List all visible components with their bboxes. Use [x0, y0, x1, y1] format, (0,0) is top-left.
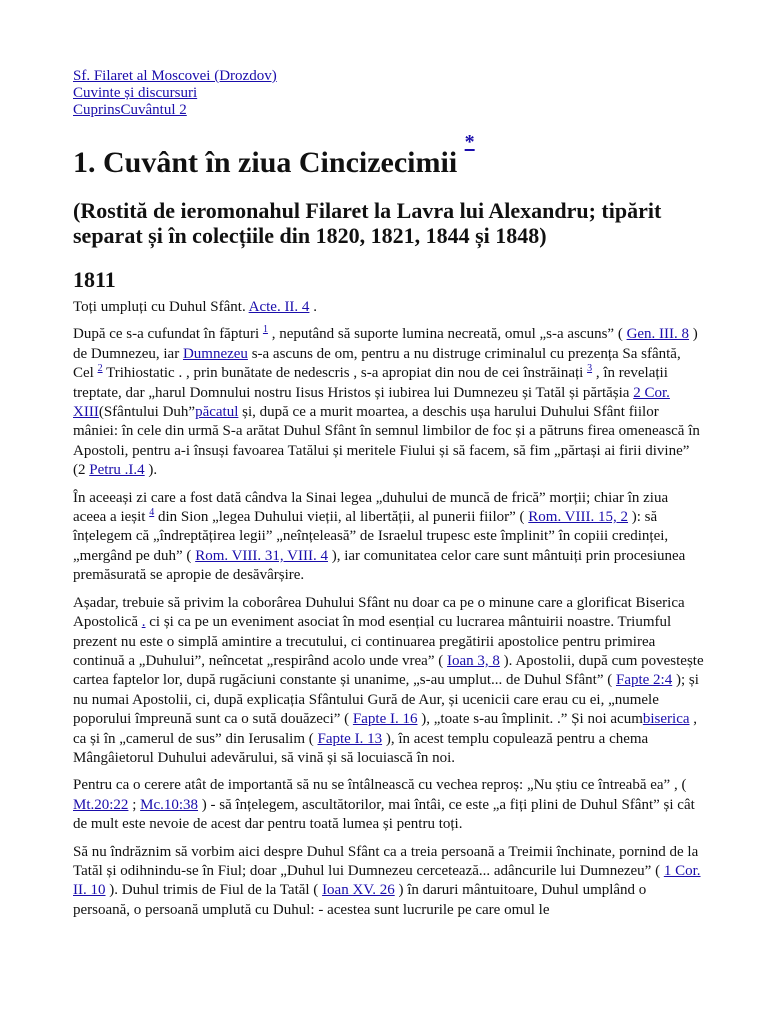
breadcrumb	[73, 68, 704, 119]
breadcrumb-author-link[interactable]: Sf. Filaret al Moscovei (Drozdov)	[73, 68, 277, 84]
scripture-link[interactable]: Mc.10:38	[140, 796, 199, 813]
scripture-link[interactable]: 1 Cor. II. 10	[73, 862, 701, 899]
footnote-link[interactable]: 4	[149, 507, 155, 519]
term-link[interactable]: Dumnezeu	[182, 345, 248, 362]
text-run: ) în daruri mântuitoare, Duhul umplând o persoană, o persoană umplută cu Duhul: - acestea sunt lucrurile pe care omul le	[73, 882, 647, 918]
term-link[interactable]: .	[141, 614, 146, 631]
text-run: din Sion „legea Duhului vieții, al libertății, al punerii fiilor” (	[154, 509, 529, 526]
scripture-link[interactable]: Ioan 3, 8	[447, 652, 500, 669]
text-run: ); și nu numai Apostolii, ci, după explicația Sfântului Gură de Aur, și ucenicii care erau cu ei, „numele poporului împreună sunt ca o sută douăzeci” (	[73, 672, 699, 728]
text-run: ): să înțelegem că „îndreptățirea legii” „neînțeleasă” de Israelul trupesc este împlinit” în copiii credinței, „mergând pe duh” (	[73, 509, 669, 564]
text-run: Trihiostatic . , prin bunătate de nedescris , s-a apropiat din nou de cei înstrăinați	[102, 365, 588, 382]
page-subtitle: (Rostită de ieromonahul Filaret la Lavra lui Alexandru; tipărit separat și în colecțiile din 1820, 1821, 1844 și 1848)	[73, 198, 662, 248]
text-run: , neputând să suporte lumina necreată, omul „s-a ascuns” (	[267, 326, 627, 343]
text-run: ;	[128, 796, 141, 813]
text-run: ci și ca pe un eveniment asociat în mod esențial cu lucrarea mântuirii noastre. Triumful prezent nu este o simplă amintire a trecutului, ci continuarea pregătirii apostolice pentru primirea continuă a „Duhului”, neîncetat „respirând acolo unde vrea” (	[73, 614, 672, 669]
paragraph-2	[73, 325, 704, 480]
text-run: Pentru ca o cerere atât de importantă să nu se întâlnească cu vechea reproș: „Nu știu ce întreabă ea” , (	[73, 777, 687, 794]
text-run: ) de Dumnezeu, iar	[73, 326, 698, 362]
paragraph-1	[73, 298, 704, 317]
text-run: , ca și în „camerul de sus” din Ierusalim (	[73, 711, 698, 747]
breadcrumb-book-link[interactable]: Cuvinte și discursuri	[73, 85, 198, 101]
paragraph-4	[73, 594, 704, 769]
scripture-link[interactable]: Gen. III. 8	[626, 326, 690, 343]
scripture-link[interactable]: Fapte 2:4	[615, 672, 673, 689]
scripture-link[interactable]: Fapte I. 13	[317, 730, 383, 747]
text-run: ) - să înțelegem, ascultătorilor, mai întâi, ce este „a fiți plini de Duhul Sfânt” și cât de mult este nevoie de acest dar pentru toată lumea și pentru toți.	[73, 796, 695, 833]
text-run: , în revelații treptate, dar „harul Domnului nostru Iisus Hristos și iubirea lui Dumnezeu și Tatăl și părtășia	[73, 365, 668, 401]
paragraph-5	[73, 776, 704, 834]
scripture-link[interactable]: Rom. VIII. 15, 2	[528, 509, 629, 526]
page-title	[73, 131, 704, 180]
text-run: ), „toate s-au împlinit. .” Și noi acum	[417, 711, 643, 728]
text-run: ).	[144, 462, 158, 479]
scripture-link[interactable]: Fapte I. 16	[352, 711, 418, 728]
scripture-link[interactable]: Mt.20:22	[73, 796, 129, 813]
text-run: ), iar comunitatea celor care sunt mântuiți prin procesiunea premăsurată se apropie de desăvârșire.	[73, 547, 686, 584]
text-run: ). Duhul trimis de Fiul de la Tatăl (	[105, 882, 323, 899]
page-title-text: 1. Cuvânt în ziua Cincizecimii	[73, 146, 458, 179]
text-run: După ce s-a cufundat în făpturi	[73, 326, 263, 343]
text-run: Așadar, trebuie să privim la coborârea Duhului Sfânt nu doar ca pe o minune care a glorificat Biserica Apostolică	[73, 594, 685, 631]
text-run: În aceeași zi care a fost dată cândva la Sinai legea „duhului de muncă de frică” morții; chiar în ziua aceea a ieșit	[73, 489, 669, 526]
scripture-link[interactable]: 2 Cor. XIII	[73, 384, 670, 421]
term-link[interactable]: păcatul	[195, 404, 239, 421]
breadcrumb-path-link[interactable]: CuprinsCuvântul 2	[73, 102, 187, 118]
scripture-link[interactable]: Acte. II. 4	[248, 299, 310, 315]
text-run: Toți umpluți cu Duhul Sfânt.	[73, 299, 249, 315]
scripture-link[interactable]: Petru .I.4	[89, 462, 145, 479]
text-run: și, după ce a murit moartea, a deschis ușa harului Duhului Sfânt fiilor mâniei: în cele din urmă S-a arătat Duhul Sfânt în semnul limbilor de foc și a pătruns firea omenească în Apostoli, pentru a-i însuși favoarea Tatălui și meritele Fiului și să facem, să fim „părtași ai firii divine” (2	[73, 404, 700, 479]
footnote-link[interactable]: 2	[97, 363, 103, 375]
footnote-link[interactable]: 1	[262, 324, 268, 336]
text-run: (Sfântului Duh”	[98, 404, 196, 421]
text-run: .	[309, 299, 317, 315]
term-link[interactable]: biserica	[642, 711, 690, 728]
title-footnote-link[interactable]: *	[464, 131, 475, 153]
paragraph-6	[73, 843, 704, 921]
text-run: ). Apostolii, după cum povestește cartea faptelor lor, după rugăciuni constante și unanime, „s-au umplut... de Duhul Sfânt” (	[73, 652, 704, 689]
paragraph-3	[73, 489, 704, 586]
year-heading: 1811	[73, 267, 116, 292]
scripture-link[interactable]: Ioan XV. 26	[322, 882, 395, 899]
footnote-link[interactable]: 3	[587, 363, 593, 375]
text-run: s-a ascuns de om, pentru a nu distruge criminalul cu prezența Sa sfântă, Cel	[73, 345, 681, 382]
text-run: ), în acest templu copulează pentru a chema Mângâietorul Duhului adevărului, să vină și să locuiască în noi.	[73, 730, 649, 766]
text-run: Să nu îndrăznim să vorbim aici despre Duhul Sfânt ca a treia persoană a Treimii închinate, pornind de la Tatăl și odihnindu-se în Fiul; doar „Duhul lui Dumnezeu cercetează... adâncurile lui Dumnezeu” (	[73, 843, 699, 879]
scripture-link[interactable]: Rom. VIII. 31, VIII. 4	[195, 547, 328, 564]
